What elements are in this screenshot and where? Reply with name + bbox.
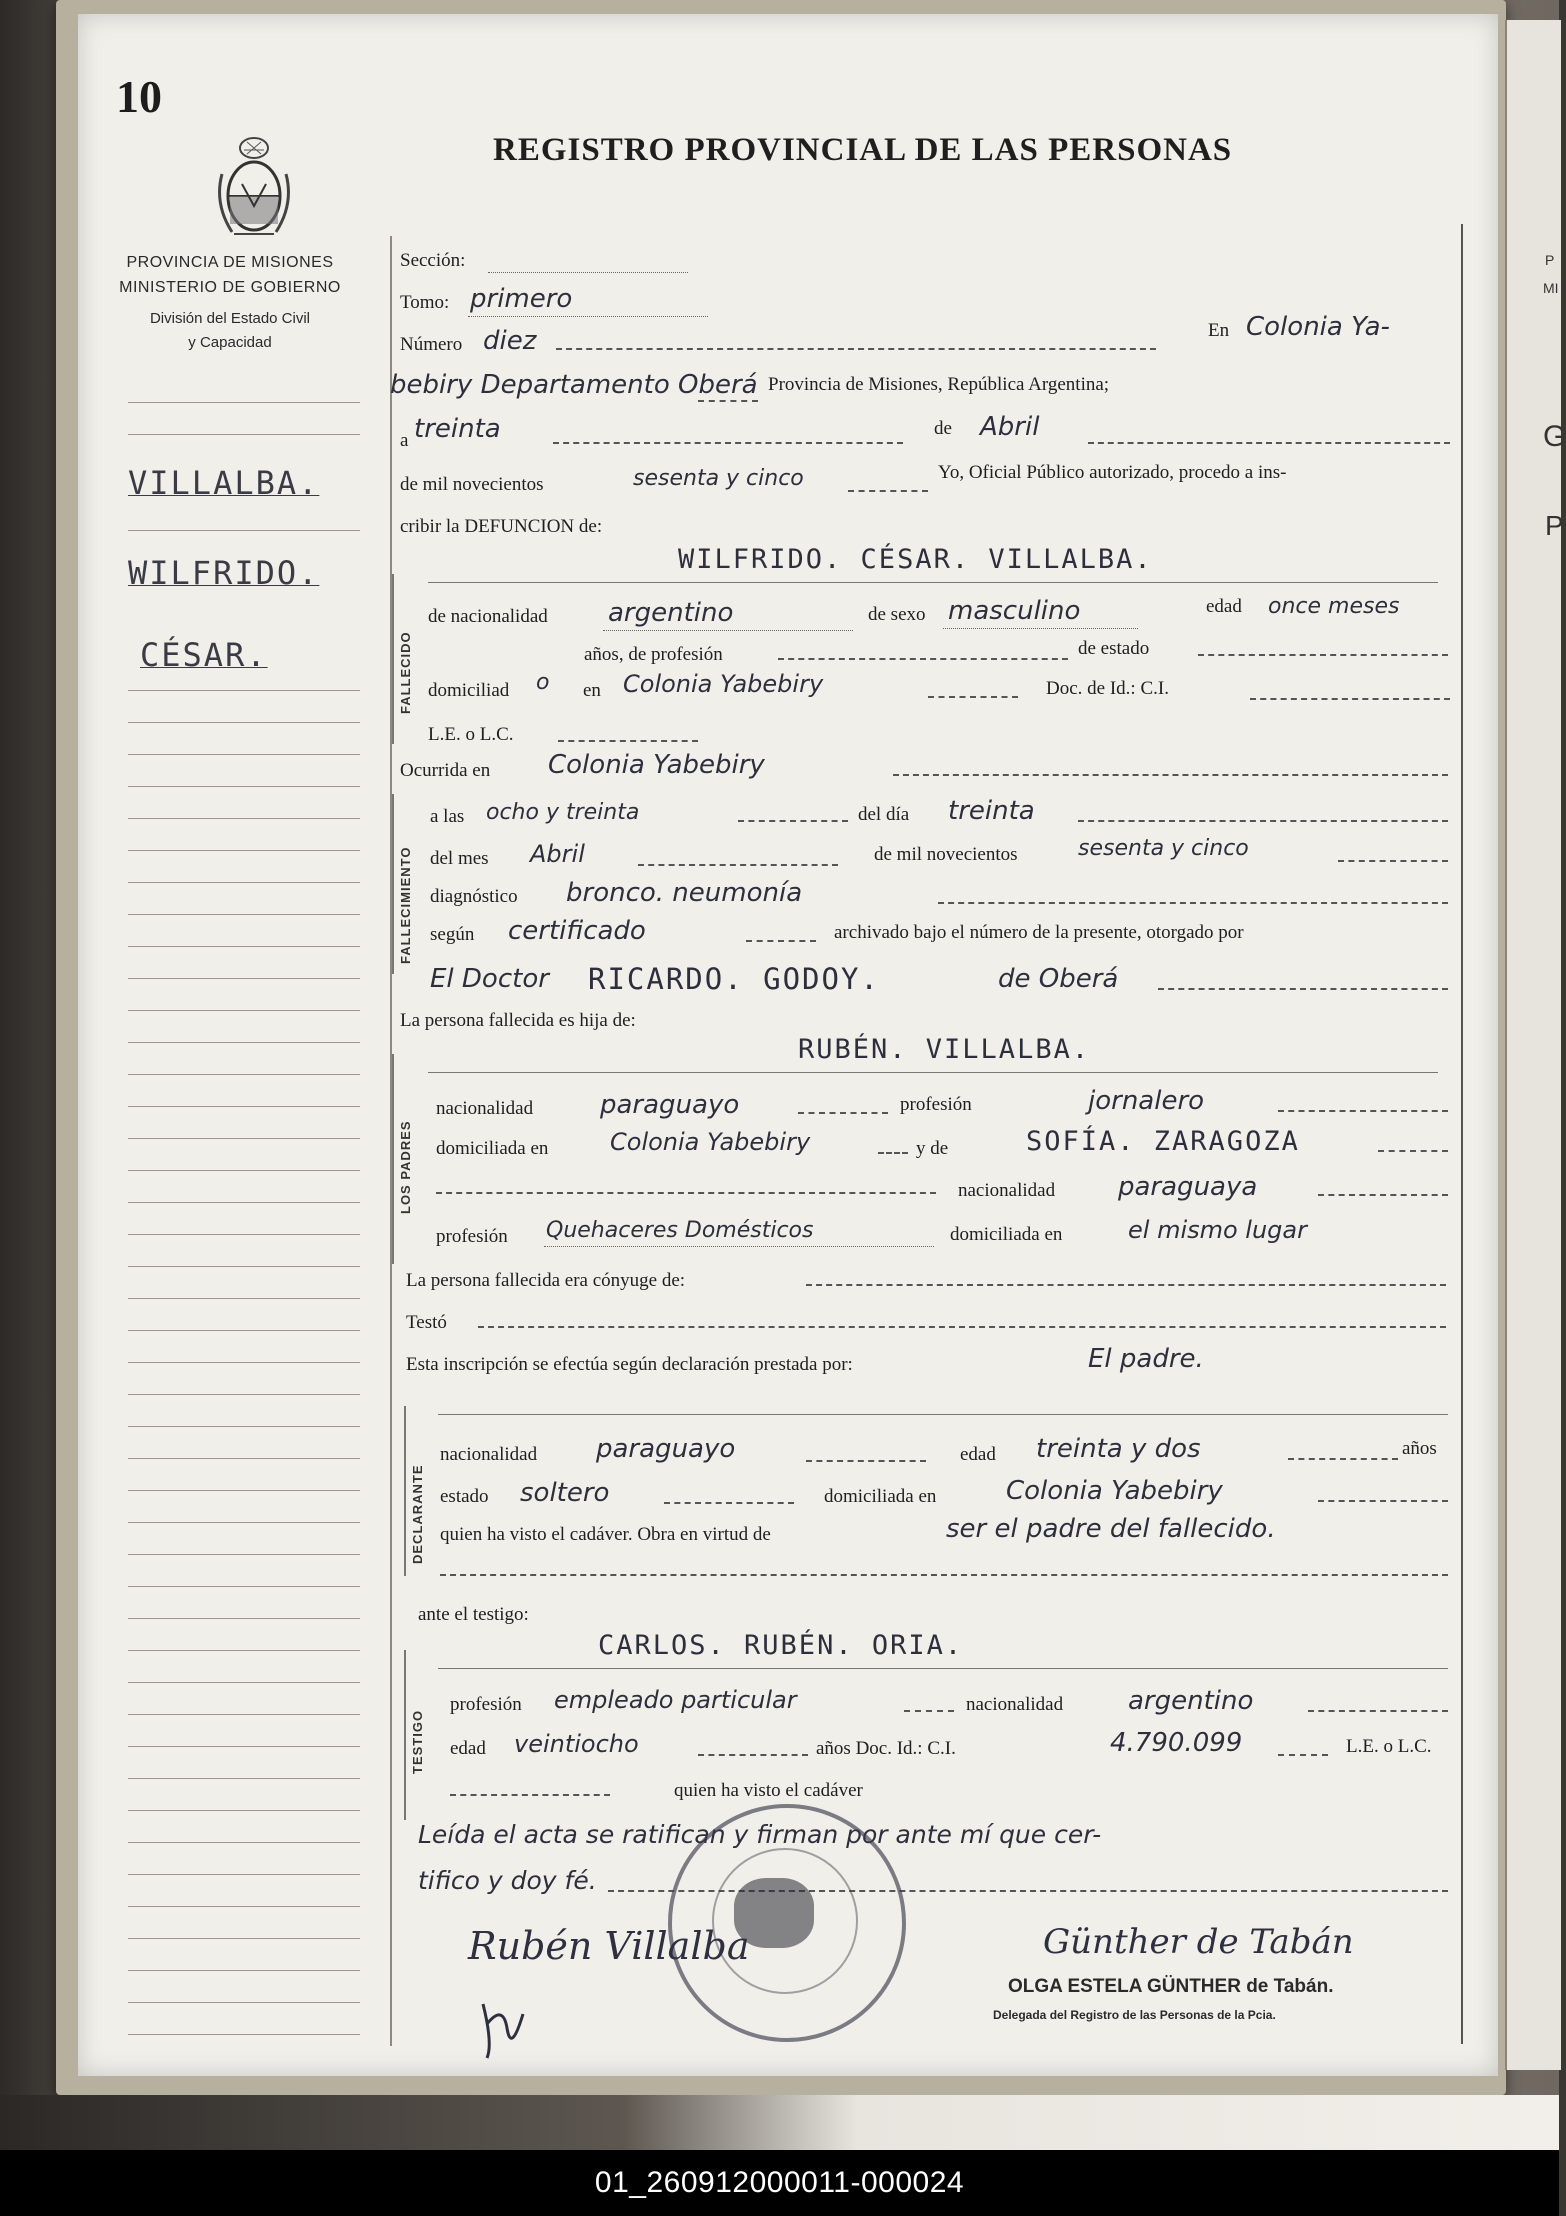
margin-rule	[128, 914, 360, 915]
signature-official: Günther de Tabán	[1043, 1922, 1354, 1962]
seccion-line	[488, 272, 688, 273]
ocurrida-dash	[893, 774, 1448, 776]
signature-declarant: Rubén Villalba	[468, 1924, 750, 1968]
closing-text-1: Leída el acta se ratifican y firman por ante mí que cer-	[418, 1820, 1102, 1849]
margin-rule	[128, 786, 360, 787]
testigo-intro-label: ante el testigo:	[418, 1604, 529, 1625]
fallecimiento-mil-value: sesenta y cinco	[1078, 836, 1249, 861]
declarante-section-label: DECLARANTE	[410, 1464, 425, 1564]
edad-value: once meses	[1268, 594, 1400, 619]
fallecido-section-border	[392, 574, 394, 744]
padre-nacionalidad-label: nacionalidad	[436, 1098, 534, 1119]
margin-rule	[128, 978, 360, 979]
tomo-value: primero	[470, 284, 573, 314]
madre-domiciliada-value: el mismo lugar	[1128, 1216, 1307, 1244]
segun-value: certificado	[508, 916, 646, 946]
en-dash	[698, 400, 758, 402]
argentina-coat-of-arms-icon	[214, 134, 294, 242]
declarante-top-line	[438, 1414, 1448, 1415]
margin-rule	[128, 1042, 360, 1043]
testigo-edad-dash	[698, 1754, 808, 1756]
seccion-label: Sección:	[400, 250, 466, 271]
margin-rule	[128, 1586, 360, 1587]
margin-rule	[128, 1810, 360, 1811]
segun-dash	[746, 940, 816, 942]
margin-rule	[128, 1298, 360, 1299]
margin-rule	[128, 1746, 360, 1747]
margin-rule	[128, 1522, 360, 1523]
official-title: Delegada del Registro de las Personas de la Pcia.	[993, 2008, 1276, 2022]
provincia-label: Provincia de Misiones, República Argentina;	[768, 374, 1110, 395]
testigo-le-dash	[450, 1794, 610, 1796]
padres-section-border	[392, 1054, 394, 1264]
mil-dash	[848, 490, 928, 492]
margin-rule	[128, 1202, 360, 1203]
witness-name-line	[438, 1668, 1448, 1669]
padre-nacionalidad-value: paraguayo	[600, 1090, 740, 1120]
fallecido-section-label: FALLECIDO	[398, 631, 413, 714]
adjacent-page-fragment: P	[1545, 510, 1564, 541]
sexo-line	[943, 628, 1138, 629]
diagnostico-label: diagnóstico	[430, 886, 518, 907]
margin-rule	[128, 882, 360, 883]
domicilio-en-label: en	[583, 680, 601, 701]
margin-rule	[128, 850, 360, 851]
diagnostico-dash	[938, 902, 1448, 904]
testigo-anos-doc-label: años Doc. Id.: C.I.	[816, 1738, 956, 1759]
declarante-visto-label: quien ha visto el cadáver. Obra en virtud de	[440, 1524, 771, 1545]
madre-profesion-line	[544, 1246, 934, 1247]
sexo-value: masculino	[948, 596, 1081, 626]
margin-rule	[128, 1138, 360, 1139]
domicilio-label: domiciliad	[428, 680, 510, 701]
page-right-rule	[1461, 224, 1463, 2044]
madre-profesion-value: Quehaceres Domésticos	[546, 1218, 814, 1243]
inscripcion-value: El padre.	[1088, 1344, 1204, 1374]
testigo-le-label: L.E. o L.C.	[1346, 1736, 1432, 1757]
testigo-profesion-dash	[904, 1710, 954, 1712]
declarante-nacionalidad-dash	[806, 1460, 926, 1462]
org-province: PROVINCIA DE MISIONES	[126, 254, 334, 271]
conyuge-dash	[806, 1284, 1446, 1286]
doctor-dash	[1158, 988, 1448, 990]
mother-name-dash	[1378, 1150, 1448, 1152]
margin-rule	[128, 1618, 360, 1619]
margin-rule	[128, 1074, 360, 1075]
madre-domiciliada-label: domiciliada en	[950, 1224, 1063, 1245]
margin-rule	[128, 1426, 360, 1427]
dia-label: del día	[858, 804, 910, 825]
a-las-label: a las	[430, 806, 465, 827]
domicilio-value: Colonia Yabebiry	[623, 670, 824, 698]
testigo-edad-value: veintiocho	[514, 1730, 639, 1758]
margin-rule	[128, 1330, 360, 1331]
madre-nacionalidad-dash	[1318, 1194, 1448, 1196]
adjacent-page-fragment: G	[1543, 420, 1566, 453]
domicilio-suffix: o	[536, 670, 550, 695]
fallecimiento-section-border	[392, 794, 394, 974]
fallecimiento-mil-dash	[1338, 860, 1448, 862]
en-value-1: Colonia Ya-	[1246, 312, 1390, 342]
margin-rule	[128, 1938, 360, 1939]
a-las-dash	[738, 820, 848, 822]
fallecimiento-mil-label: de mil novecientos	[874, 844, 1018, 865]
margin-rule	[128, 1682, 360, 1683]
margin-rule	[128, 434, 360, 435]
official-name: OLGA ESTELA GÜNTHER de Tabán.	[1008, 1976, 1334, 1997]
madre-nacionalidad-label: nacionalidad	[958, 1180, 1056, 1201]
testo-label: Testó	[406, 1312, 447, 1333]
conyuge-label: La persona fallecida era cónyuge de:	[406, 1270, 686, 1291]
mes-dash	[638, 864, 838, 866]
doctor-name: RICARDO. GODOY.	[588, 962, 880, 996]
padre-domiciliada-label: domiciliada en	[436, 1138, 549, 1159]
declarante-domiciliada-label: domiciliada en	[824, 1486, 937, 1507]
de-value: Abril	[980, 412, 1040, 442]
father-name: RUBÉN. VILLALBA.	[798, 1034, 1091, 1065]
domicilio-dash	[928, 696, 1018, 698]
fallecido-nacionalidad-label: de nacionalidad	[428, 606, 548, 627]
margin-rule	[128, 1778, 360, 1779]
segun-label: según	[430, 924, 475, 945]
adjacent-page-fragment: MI	[1543, 280, 1559, 296]
testigo-nacionalidad-value: argentino	[1128, 1686, 1254, 1716]
margin-rule	[128, 2034, 360, 2035]
margin-rule	[128, 1490, 360, 1491]
margin-surname: VILLALBA.	[128, 464, 320, 502]
declarante-edad-dash	[1288, 1458, 1398, 1460]
register-page	[78, 14, 1498, 2076]
padres-section-label: LOS PADRES	[398, 1120, 413, 1214]
margin-rule	[128, 1106, 360, 1107]
doc-label: Doc. de Id.: C.I.	[1046, 678, 1169, 699]
margin-rule	[128, 1906, 360, 1907]
dia-dash	[1078, 820, 1448, 822]
numero-dash	[556, 348, 1156, 350]
de-label: de	[934, 418, 952, 439]
madre-blank-dash	[436, 1192, 936, 1194]
margin-rule	[128, 1650, 360, 1651]
adjacent-page-fragment: P	[1545, 252, 1555, 268]
le-dash	[558, 740, 698, 742]
file-label: 01_260912000011-000024	[594, 2166, 965, 2199]
madre-nacionalidad-value: paraguaya	[1118, 1172, 1258, 1202]
a-dash	[553, 442, 903, 444]
en-label: En	[1208, 320, 1230, 341]
profesion-dash	[778, 658, 1068, 660]
fallecimiento-section-label: FALLECIMIENTO	[398, 846, 413, 964]
testigo-visto-label: quien ha visto el cadáver	[674, 1780, 863, 1801]
declarante-domiciliada-value: Colonia Yabebiry	[1006, 1476, 1223, 1506]
declarante-estado-dash	[664, 1502, 794, 1504]
testigo-nacionalidad-dash	[1308, 1710, 1448, 1712]
doc-dash	[1250, 698, 1450, 700]
margin-rule	[128, 690, 360, 691]
sexo-label: de sexo	[868, 604, 926, 625]
margin-rule	[128, 1170, 360, 1171]
org-capacity: y Capacidad	[188, 334, 272, 351]
a-las-value: ocho y treinta	[486, 800, 640, 825]
org-ministry: MINISTERIO DE GOBIERNO	[119, 279, 341, 296]
declarante-nacionalidad-value: paraguayo	[596, 1434, 736, 1464]
inscripcion-label: Esta inscripción se efectúa según declaración prestada por:	[406, 1354, 853, 1375]
a-label: a	[400, 430, 409, 451]
margin-rule	[128, 402, 360, 403]
anos-label: años, de profesión	[584, 644, 723, 665]
margin-rule	[128, 530, 360, 531]
deceased-name: WILFRIDO. CÉSAR. VILLALBA.	[678, 544, 1153, 575]
mil-value: sesenta y cinco	[633, 466, 804, 491]
edad-label: edad	[1206, 596, 1242, 617]
padres-intro-label: La persona fallecida es hija de:	[400, 1010, 636, 1031]
adjacent-page-edge	[1505, 20, 1566, 2070]
fallecido-nacionalidad-line	[603, 630, 853, 631]
fallecido-nacionalidad-value: argentino	[608, 598, 734, 628]
testigo-profesion-value: empleado particular	[554, 1686, 797, 1714]
testigo-nacionalidad-label: nacionalidad	[966, 1694, 1064, 1715]
tomo-label: Tomo:	[400, 292, 450, 313]
diagnostico-value: bronco. neumonía	[566, 878, 803, 908]
table-surface	[0, 2095, 1559, 2150]
numero-value: diez	[483, 326, 537, 356]
margin-rule	[128, 1234, 360, 1235]
madre-profesion-label: profesión	[436, 1226, 508, 1247]
margin-rule	[128, 1874, 360, 1875]
ocurrida-label: Ocurrida en	[400, 760, 491, 781]
witness-signature-icon	[473, 1994, 533, 2064]
father-name-line	[428, 1072, 1438, 1073]
doctor-place: de Oberá	[998, 964, 1119, 994]
declarante-domiciliada-dash	[1318, 1500, 1448, 1502]
padre-profesion-dash	[1278, 1110, 1448, 1112]
padre-nacionalidad-dash	[798, 1112, 888, 1114]
declarante-bottom-dash	[440, 1574, 1448, 1576]
deceased-name-line	[428, 582, 1438, 583]
mes-label: del mes	[430, 848, 489, 869]
margin-rule	[128, 818, 360, 819]
org-division: División del Estado Civil	[149, 310, 311, 327]
testigo-section-label: TESTIGO	[410, 1709, 425, 1774]
y-de-label: y de	[916, 1138, 949, 1159]
mother-name: SOFÍA. ZARAGOZA	[1026, 1126, 1300, 1157]
mes-value: Abril	[530, 840, 585, 868]
archivado-label: archivado bajo el número de la presente, otorgado por	[834, 922, 1244, 943]
margin-rule	[128, 1458, 360, 1459]
official-seal	[668, 1804, 906, 2042]
declarante-nacionalidad-label: nacionalidad	[440, 1444, 538, 1465]
declarante-visto-value: ser el padre del fallecido.	[946, 1514, 1276, 1544]
en-value-2: bebiry Departamento Oberá	[390, 370, 758, 400]
margin-first-name: WILFRIDO.	[128, 554, 320, 592]
document-title: REGISTRO PROVINCIAL DE LAS PERSONAS	[493, 132, 1233, 168]
margin-rule	[128, 754, 360, 755]
testigo-profesion-label: profesión	[450, 1694, 522, 1715]
padre-domiciliada-value: Colonia Yabebiry	[610, 1128, 811, 1156]
inscribir-label: cribir la DEFUNCION de:	[400, 516, 603, 537]
mil-label: de mil novecientos	[400, 474, 544, 495]
estado-dash	[1198, 654, 1448, 656]
estado-label: de estado	[1078, 638, 1150, 659]
padre-domiciliada-dash	[878, 1152, 908, 1154]
margin-rule	[128, 946, 360, 947]
de-dash	[1088, 442, 1450, 444]
testigo-edad-label: edad	[450, 1738, 486, 1759]
declarante-edad-value: treinta y dos	[1036, 1434, 1201, 1464]
margin-rule	[128, 1714, 360, 1715]
tomo-line	[468, 316, 708, 317]
declarante-estado-value: soltero	[520, 1478, 610, 1508]
testigo-ci-value: 4.790.099	[1110, 1728, 1243, 1758]
margin-second-name: CÉSAR.	[140, 636, 268, 674]
declarante-section-border	[404, 1406, 406, 1576]
witness-name: CARLOS. RUBÉN. ORIA.	[598, 1630, 964, 1661]
padre-profesion-label: profesión	[900, 1094, 972, 1115]
margin-rule	[128, 1842, 360, 1843]
padre-profesion-value: jornalero	[1088, 1086, 1205, 1116]
testigo-ci-dash	[1278, 1754, 1328, 1756]
margin-rule	[128, 1394, 360, 1395]
margin-rule	[128, 1010, 360, 1011]
margin-rule	[128, 722, 360, 723]
declarante-anos-label: años	[1402, 1438, 1437, 1459]
file-label-strip	[0, 2150, 1559, 2216]
margin-rule	[128, 1266, 360, 1267]
margin-rule	[128, 1554, 360, 1555]
margin-rule	[128, 2002, 360, 2003]
dia-value: treinta	[948, 796, 1035, 826]
margin-rule	[128, 1970, 360, 1971]
margin-rule	[128, 1362, 360, 1363]
le-label: L.E. o L.C.	[428, 724, 514, 745]
yo-label: Yo, Oficial Público autorizado, procedo a ins-	[938, 462, 1287, 483]
page-number: 10	[116, 71, 162, 122]
testigo-section-border	[404, 1650, 406, 1820]
declarante-edad-label: edad	[960, 1444, 996, 1465]
testo-dash	[478, 1326, 1446, 1328]
a-value: treinta	[414, 414, 501, 444]
numero-label: Número	[400, 334, 463, 355]
declarante-estado-label: estado	[440, 1486, 489, 1507]
closing-text-2: tifico y doy fé.	[418, 1866, 597, 1895]
ocurrida-value: Colonia Yabebiry	[548, 750, 765, 780]
doctor-prefix: El Doctor	[430, 964, 549, 994]
